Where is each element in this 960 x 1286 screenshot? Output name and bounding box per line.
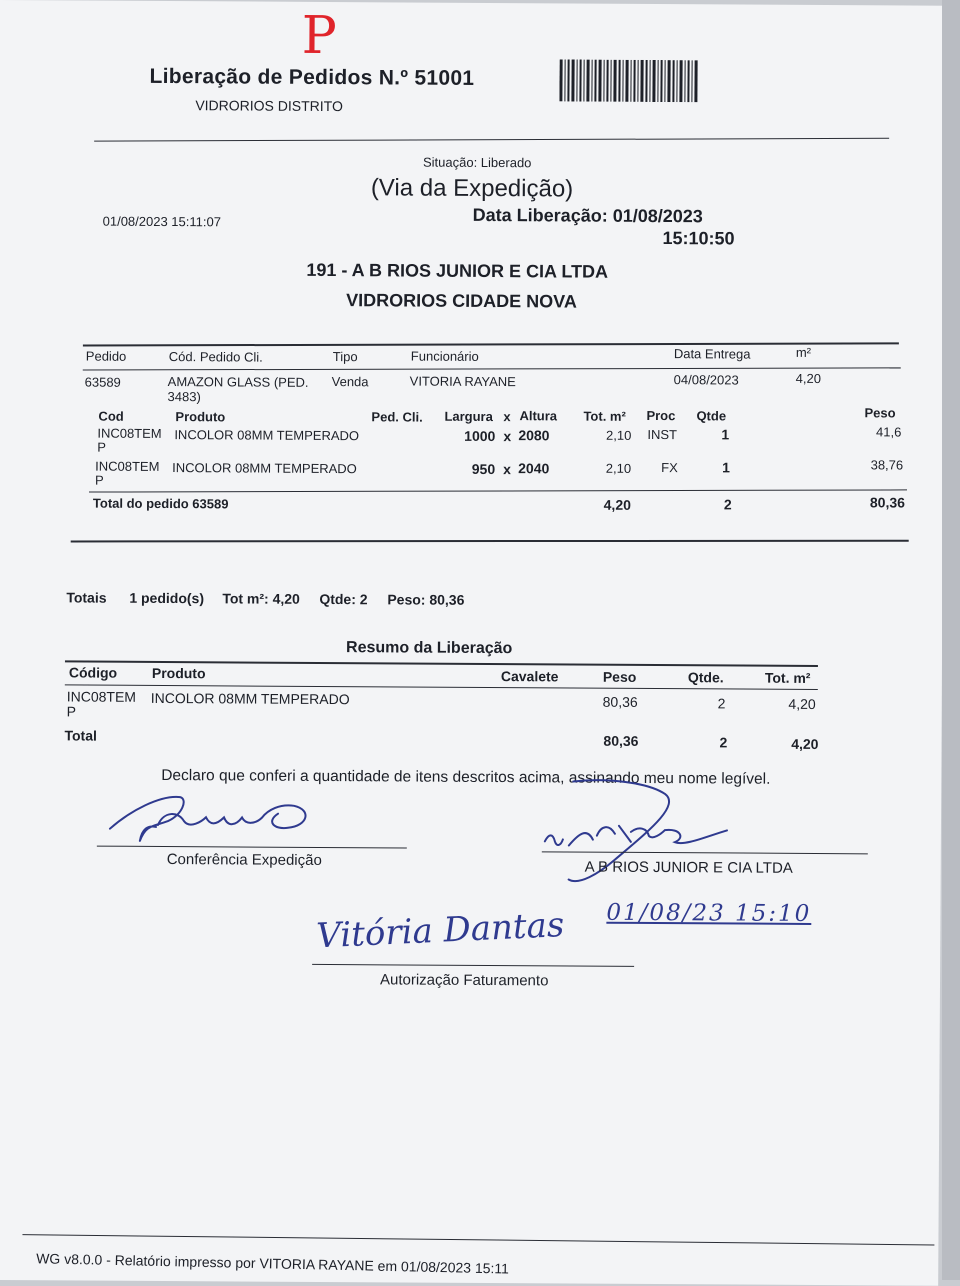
customer-store: VIDRORIOS CIDADE NOVA bbox=[346, 290, 577, 312]
item-col-cod: Cod bbox=[98, 408, 124, 424]
footer-text: WG v8.0.0 - Relatório impresso por VITORIA RAYANE em 01/08/2023 15:11 bbox=[36, 1250, 510, 1277]
order-total-label: Total do pedido 63589 bbox=[92, 495, 229, 512]
item-1-proc: INST bbox=[647, 426, 678, 443]
summary-row-produto: INCOLOR 08MM TEMPERADO bbox=[150, 689, 350, 708]
summary-col-tot-m2: Tot. m² bbox=[764, 669, 811, 686]
customer-name: 191 - A B RIOS JUNIOR E CIA LTDA bbox=[306, 259, 609, 282]
totals-tot-m2: Tot m²: 4,20 bbox=[222, 590, 300, 607]
totals-qtde: Qtde: 2 bbox=[319, 590, 368, 608]
item-1-tot-m2: 2,10 bbox=[605, 427, 632, 443]
handwritten-date: 01/08/23 15:10 bbox=[606, 899, 812, 927]
col-pedido: Pedido bbox=[85, 348, 127, 364]
item-2-qtde: 1 bbox=[722, 459, 731, 476]
label-customer: A B RIOS JUNIOR E CIA LTDA bbox=[584, 858, 793, 877]
document-title: Liberação de Pedidos N.º 51001 bbox=[149, 64, 475, 90]
summary-total-label: Total bbox=[64, 727, 97, 744]
item-2-proc: FX bbox=[661, 460, 678, 476]
item-2-x: x bbox=[503, 461, 511, 478]
col-data-entrega: Data Entrega bbox=[673, 346, 751, 362]
item-1-largura: 1000 bbox=[464, 427, 496, 445]
item-1-qtde: 1 bbox=[721, 426, 730, 443]
item-col-ped-cli: Ped. Cli. bbox=[371, 409, 423, 425]
handwritten-name: Vitória Dantas bbox=[315, 904, 566, 957]
footer-rule bbox=[22, 1234, 934, 1245]
item-col-produto: Produto bbox=[175, 409, 226, 425]
order-total-qtde: 2 bbox=[723, 496, 732, 513]
header-divider bbox=[94, 138, 889, 142]
declaration-text: Declaro que conferi a quantidade de itens descritos acima, assinando meu nome legível. bbox=[161, 766, 771, 788]
label-conferencia: Conferência Expedição bbox=[166, 851, 322, 869]
item-2-peso: 38,76 bbox=[870, 457, 904, 473]
signature-conferencia bbox=[90, 781, 350, 863]
col-m2: m² bbox=[795, 344, 812, 360]
item-col-largura: Largura bbox=[444, 408, 493, 425]
order-data-entrega: 04/08/2023 bbox=[673, 372, 739, 388]
item-col-qtde: Qtde bbox=[696, 408, 727, 424]
summary-col-cavalete: Cavalete bbox=[500, 668, 559, 685]
order-total-peso: 80,36 bbox=[869, 494, 905, 511]
item-2-altura: 2040 bbox=[518, 460, 550, 477]
printed-at: 01/08/2023 15:11:07 bbox=[102, 213, 222, 230]
status-text: Situação: Liberado bbox=[422, 154, 532, 171]
item-1-cod: INC08TEMP bbox=[97, 425, 162, 455]
item-2-produto: INCOLOR 08MM TEMPERADO bbox=[172, 460, 357, 477]
item-col-x: x bbox=[503, 409, 511, 425]
totals-peso: Peso: 80,36 bbox=[387, 591, 465, 608]
summary-col-codigo: Código bbox=[68, 664, 118, 681]
col-funcionario: Funcionário bbox=[410, 348, 479, 364]
item-col-proc: Proc bbox=[646, 407, 676, 424]
summary-row-codigo: INC08TEMP bbox=[66, 688, 137, 720]
handwritten-mark: P bbox=[301, 5, 337, 67]
release-date: Data Liberação: 01/08/2023 bbox=[472, 204, 703, 227]
summary-row-qtde: 2 bbox=[717, 695, 726, 712]
copy-label: (Via da Expedição) bbox=[370, 174, 574, 203]
summary-col-peso: Peso bbox=[602, 668, 637, 685]
item-col-altura: Altura bbox=[519, 408, 558, 424]
barcode bbox=[559, 59, 699, 102]
summary-row-tot-m2: 4,20 bbox=[788, 695, 816, 712]
item-col-peso: Peso bbox=[864, 405, 896, 421]
release-time: 15:10:50 bbox=[662, 228, 735, 249]
item-col-tot-m2: Tot. m² bbox=[583, 408, 626, 424]
totals-label: Totais bbox=[66, 589, 107, 606]
summary-title: Resumo da Liberação bbox=[345, 639, 513, 658]
item-1-peso: 41,6 bbox=[876, 424, 902, 440]
label-autorizacao: Autorização Faturamento bbox=[379, 971, 549, 990]
order-cod-pedido-cli: AMAZON GLASS (PED. 3483) bbox=[167, 374, 309, 405]
item-2-cod: INC08TEMP bbox=[95, 458, 160, 488]
summary-col-qtde: Qtde. bbox=[687, 669, 724, 686]
background-edge bbox=[942, 0, 960, 1280]
order-table-bottom bbox=[71, 540, 909, 543]
item-2-largura: 950 bbox=[471, 460, 496, 478]
company-name: VIDRORIOS DISTRITO bbox=[195, 97, 343, 115]
item-1-altura: 2080 bbox=[518, 427, 550, 444]
summary-total-peso: 80,36 bbox=[603, 732, 639, 749]
summary-total-qtde: 2 bbox=[719, 734, 728, 751]
order-funcionario: VITORIA RAYANE bbox=[409, 373, 516, 390]
item-2-tot-m2: 2,10 bbox=[605, 460, 632, 476]
order-pedido: 63589 bbox=[84, 374, 121, 390]
item-1-x: x bbox=[503, 428, 512, 445]
order-table-top bbox=[83, 342, 899, 346]
order-tipo: Venda bbox=[331, 374, 369, 390]
col-tipo: Tipo bbox=[332, 349, 358, 365]
summary-total-tot-m2: 4,20 bbox=[791, 735, 819, 753]
col-cod-pedido-cli: Cód. Pedido Cli. bbox=[168, 349, 263, 365]
order-total-tot-m2: 4,20 bbox=[603, 496, 631, 513]
summary-col-produto: Produto bbox=[151, 664, 206, 682]
summary-row-peso: 80,36 bbox=[602, 693, 638, 710]
totals-pedidos: 1 pedido(s) bbox=[129, 589, 205, 607]
order-m2: 4,20 bbox=[795, 370, 822, 387]
order-total-divider bbox=[89, 489, 907, 492]
line-autorizacao bbox=[312, 964, 634, 967]
order-header-divider bbox=[83, 367, 901, 370]
item-1-produto: INCOLOR 08MM TEMPERADO bbox=[174, 427, 360, 444]
